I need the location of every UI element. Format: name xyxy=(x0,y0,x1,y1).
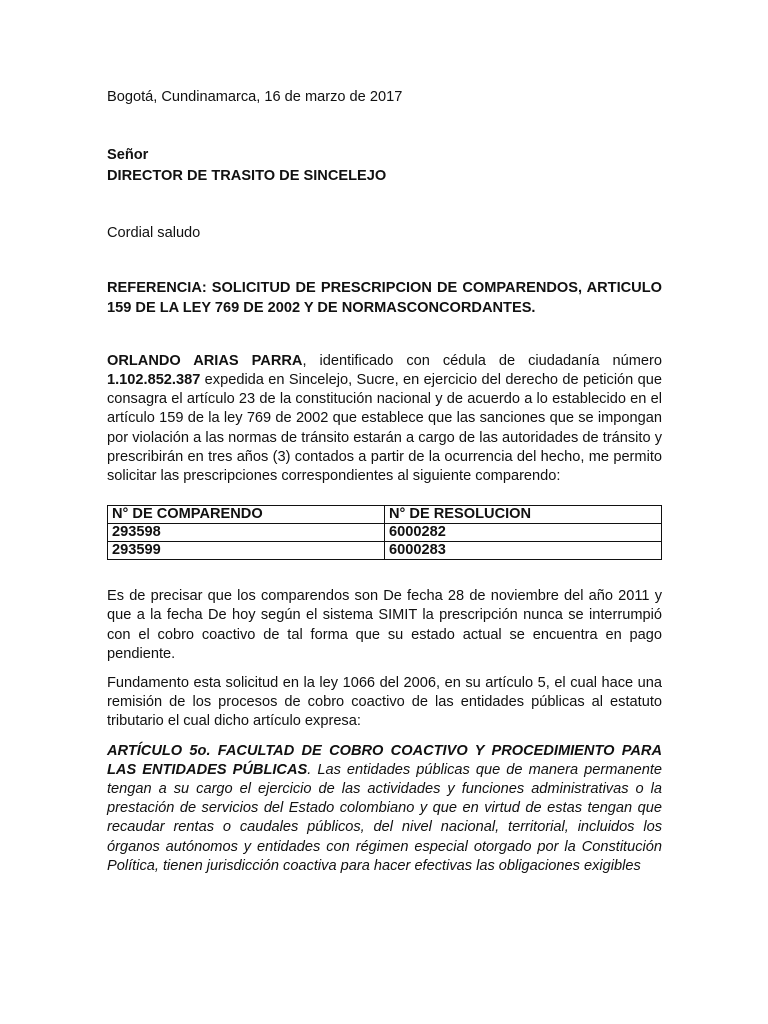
comparendo-table xyxy=(107,505,662,560)
header-comparendo: N° DE COMPARENDO xyxy=(108,506,385,524)
greeting: Cordial saludo xyxy=(107,225,201,242)
comparendo-number: 293599 xyxy=(108,542,385,560)
header-resolucion: N° DE RESOLUCION xyxy=(385,506,662,524)
petitioner-name: ORLANDO ARIAS PARRA xyxy=(107,352,303,369)
date-line: Bogotá, Cundinamarca, 16 de marzo de 2017 xyxy=(107,89,403,105)
intro-text-part1: , identificado con cédula de ciudadanía número xyxy=(302,352,662,369)
precision-paragraph: Es de precisar que los comparendos son De fecha 28 de noviembre del año 2011 y que a la fecha De hoy según el sistema SIMIT la prescripción nunca se interrumpió con el cobro coactivo de tal forma que su estado actual se encuentra en pago pendiente. xyxy=(107,588,662,662)
resolucion-number: 6000282 xyxy=(385,524,662,542)
table-row xyxy=(108,542,662,560)
id-number: 1.102.852.387 xyxy=(107,372,201,389)
recipient-block xyxy=(107,145,662,187)
salutation-title: Señor xyxy=(107,147,149,164)
recipient-name: DIRECTOR DE TRASITO DE SINCELEJO xyxy=(107,168,387,185)
article-heading: ARTÍCULO 5o. FACULTAD DE COBRO COACTIVO Y PROCEDIMIENTO PARA LAS ENTIDADES PÚBLICAS xyxy=(107,742,662,778)
table-header-row xyxy=(108,506,662,524)
letter-body xyxy=(107,88,662,876)
intro-paragraph xyxy=(107,352,662,486)
reference-line: REFERENCIA: SOLICITUD DE PRESCRIPCION DE COMPARENDOS, ARTICULO 159 DE LA LEY 769 DE 2002 Y DE NORMASCONCORDANTES. xyxy=(107,280,662,316)
intro-text-part2: expedida en Sincelejo, Sucre, en ejercicio del derecho de petición que consagra el artículo 23 de la constitución nacional y de acuerdo a lo establecido en el artículo 159 de la ley 769 de 2002 que establece que las sanciones que se impongan por violación a las normas de tránsito estarán a cargo de las autoridades de tránsito y prescribirán en tres años (3) contados a partir de la ocurrencia del hecho, me permito solicitar las prescripciones correspondientes al siguiente comparendo: xyxy=(107,372,662,485)
comparendo-number: 293598 xyxy=(108,524,385,542)
article-quote xyxy=(107,742,662,876)
resolucion-number: 6000283 xyxy=(385,542,662,560)
fundamento-paragraph: Fundamento esta solicitud en la ley 1066 del 2006, en su artículo 5, el cual hace una remisión de los procesos de cobro coactivo de las entidades públicas al estatuto tributario el cual dicho artículo expresa: xyxy=(107,675,662,730)
article-body: . Las entidades públicas que de manera permanente tengan a su cargo el ejercicio de las actividades y funciones administrativas o la prestación de servicios del Estado colombiano y que en virtud de estas tengan que recaudar rentas o caudales públicos, del nivel nacional, territorial, incluidos los órganos autónomos y entidades con régimen especial otorgado por la Constitución Política, tienen jurisdicción coactiva para hacer efectivas las obligaciones exigibles xyxy=(107,761,662,874)
table-row xyxy=(108,524,662,542)
